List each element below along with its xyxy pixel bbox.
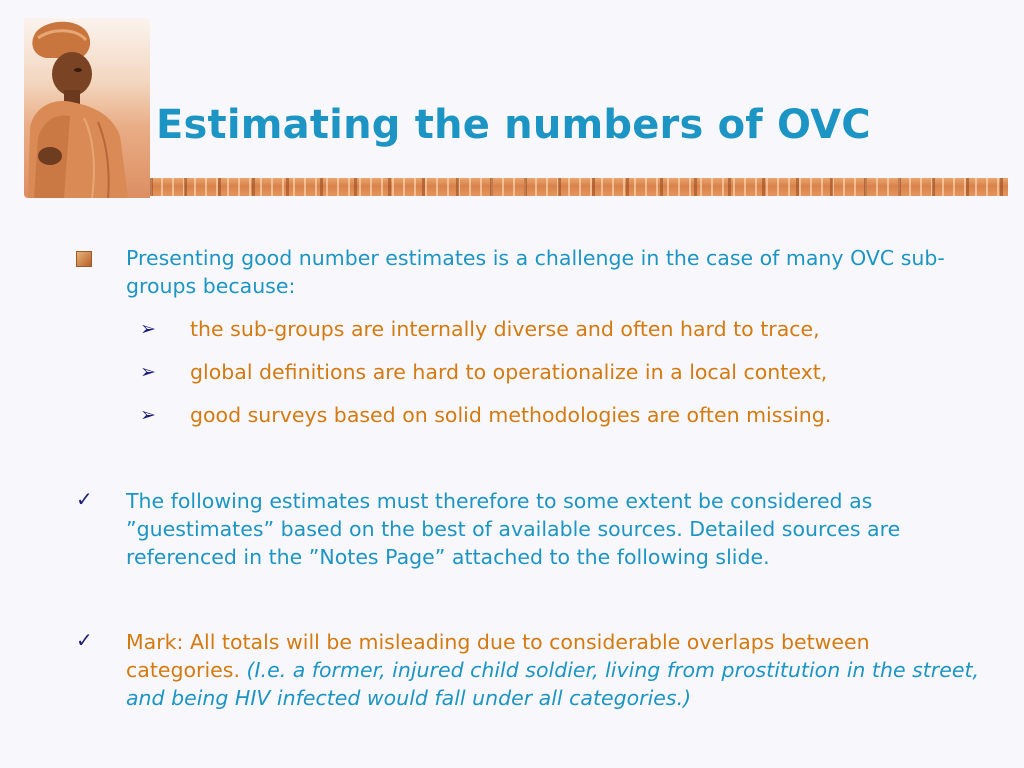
square-bullet-icon xyxy=(76,251,92,267)
slide-title: Estimating the numbers of OVC xyxy=(156,102,871,148)
arrow-bullet-icon: ➢ xyxy=(140,404,156,426)
checkmark-icon: ✓ xyxy=(76,487,93,511)
mark-note xyxy=(126,628,986,712)
reason-item: the sub-groups are internally diverse and often hard to trace, xyxy=(190,317,820,341)
mark-note-lead: Mark: All totals will be misleading due to considerable overlaps between categories. xyxy=(126,630,870,682)
mark-note-italic: (I.e. a former, injured child soldier, living from prostitution in the street, and being HIV infected would fall under all categories.) xyxy=(126,658,980,710)
reason-item: good surveys based on solid methodologies are often missing. xyxy=(190,403,832,427)
reason-item: global definitions are hard to operationalize in a local context, xyxy=(190,360,828,384)
estimates-note: The following estimates must therefore to some extent be considered as ”guestimates” based on the best of available sources. Detailed sources are referenced in the ”Notes Page” attached to the following slide. xyxy=(126,489,901,569)
arrow-bullet-icon: ➢ xyxy=(140,361,156,383)
main-point-text: Presenting good number estimates is a challenge in the case of many OVC sub-groups because: xyxy=(126,246,945,298)
checkmark-icon: ✓ xyxy=(76,628,93,652)
arrow-bullet-icon: ➢ xyxy=(140,318,156,340)
